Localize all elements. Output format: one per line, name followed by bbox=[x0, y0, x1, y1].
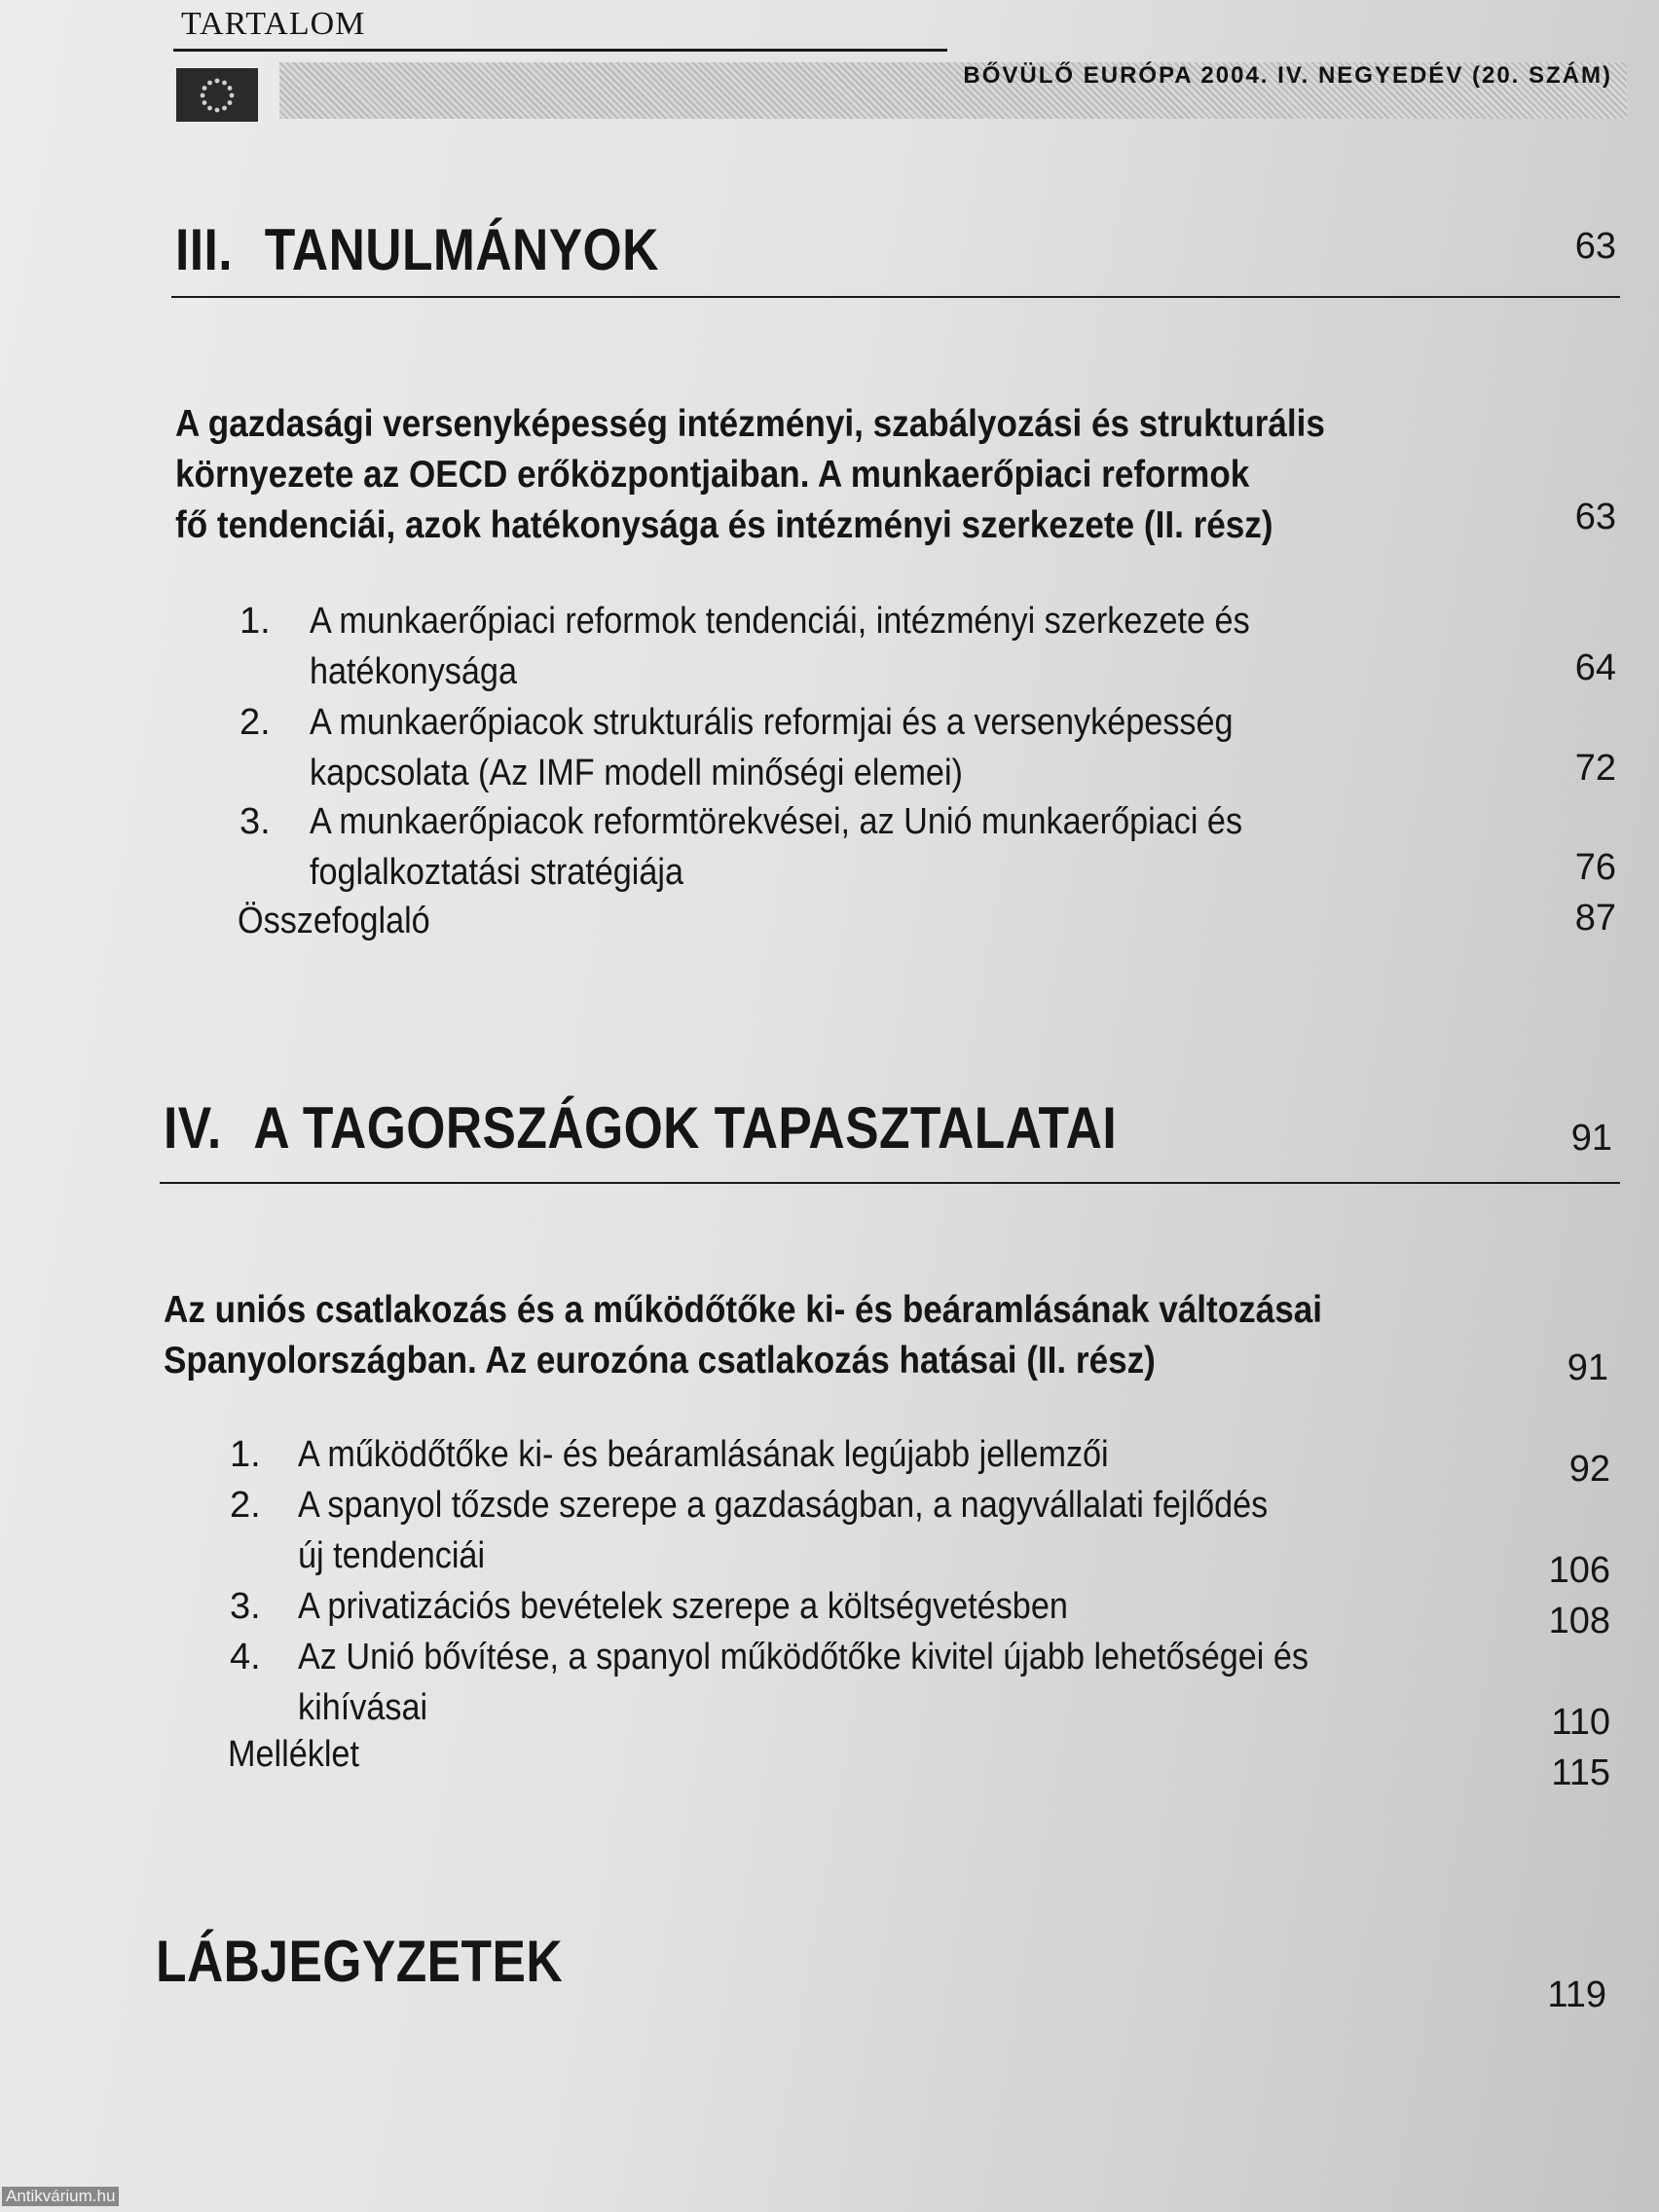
toc-item-number: 3. bbox=[240, 801, 271, 842]
article-page-number: 63 bbox=[1574, 497, 1616, 537]
toc-item-line: A spanyol tőzsde szerepe a gazdaságban, a nagyvállalati fejlődés bbox=[298, 1485, 1269, 1526]
toc-item-page: 92 bbox=[1568, 1449, 1610, 1490]
running-header-title: TARTALOM bbox=[181, 6, 366, 42]
toc-summary-label: Melléklet bbox=[228, 1734, 359, 1775]
section-heading-iii bbox=[175, 216, 659, 283]
article-title-line: fő tendenciái, azok hatékonysága és intézményi szerkezete (II. rész) bbox=[175, 504, 1273, 546]
toc-item-number: 4. bbox=[230, 1637, 261, 1677]
toc-item-line: A munkaerőpiacok reformtörekvései, az Unió munkaerőpiaci és bbox=[310, 801, 1243, 842]
issue-label: BŐVÜLŐ EURÓPA 2004. IV. NEGYEDÉV (20. SZÁM) bbox=[963, 62, 1612, 89]
toc-item-line: új tendenciái bbox=[298, 1535, 486, 1576]
section-title: TANULMÁNYOK bbox=[264, 217, 659, 282]
toc-item-text bbox=[310, 697, 1234, 798]
toc-item-number: 1. bbox=[230, 1434, 261, 1475]
section-number: IV. bbox=[164, 1095, 222, 1161]
section-title: A TAGORSZÁGOK TAPASZTALATAI bbox=[253, 1095, 1118, 1161]
toc-item-page: 106 bbox=[1548, 1550, 1610, 1591]
section-page-number: 91 bbox=[1570, 1118, 1612, 1159]
toc-item-text bbox=[298, 1429, 1109, 1480]
toc-item-number: 2. bbox=[240, 702, 271, 743]
toc-item-page: 72 bbox=[1574, 748, 1616, 789]
toc-item-number: 3. bbox=[230, 1586, 261, 1627]
toc-item-text bbox=[310, 596, 1250, 697]
article-title bbox=[175, 399, 1325, 551]
toc-item-text bbox=[298, 1480, 1268, 1581]
section-rule bbox=[171, 296, 1620, 298]
toc-item-number: 1. bbox=[240, 601, 271, 642]
toc-summary-page: 87 bbox=[1574, 898, 1616, 939]
article-title-line: Spanyolországban. Az eurozóna csatlakozás hatásai (II. rész) bbox=[164, 1340, 1156, 1382]
toc-item-text bbox=[298, 1581, 1068, 1632]
toc-item-line: kihívásai bbox=[298, 1687, 428, 1728]
article-title-line: A gazdasági versenyképesség intézményi, szabályozási és strukturális bbox=[175, 403, 1325, 445]
article-title-line: Az uniós csatlakozás és a működőtőke ki- és beáramlásának változásai bbox=[164, 1289, 1323, 1331]
toc-item-text bbox=[310, 796, 1242, 898]
section-heading-footnotes bbox=[156, 1928, 563, 1995]
toc-item-page: 110 bbox=[1551, 1702, 1610, 1743]
toc-item-line: A privatizációs bevételek szerepe a költségvetésben bbox=[298, 1586, 1068, 1627]
article-page-number: 91 bbox=[1567, 1347, 1608, 1388]
toc-item-line: Az Unió bővítése, a spanyol működőtőke kivitel újabb lehetőségei és bbox=[298, 1637, 1309, 1677]
section-number: III. bbox=[175, 217, 234, 282]
toc-item-text bbox=[298, 1632, 1309, 1733]
section-page-number: 63 bbox=[1574, 226, 1616, 267]
section-page-number: 119 bbox=[1547, 1974, 1606, 2015]
watermark-label: Antikvárium.hu bbox=[2, 2187, 119, 2206]
toc-summary-label: Összefoglaló bbox=[238, 901, 430, 941]
section-heading-iv bbox=[164, 1094, 1117, 1161]
toc-item-line: A munkaerőpiaci reformok tendenciái, intézményi szerkezete és bbox=[310, 601, 1250, 642]
header-rule bbox=[173, 49, 947, 52]
toc-item-page: 64 bbox=[1574, 647, 1616, 688]
article-title-line: környezete az OECD erőközpontjaiban. A munkaerőpiaci reformok bbox=[175, 454, 1250, 496]
toc-summary-page: 115 bbox=[1551, 1752, 1610, 1793]
toc-item-page: 76 bbox=[1574, 847, 1616, 888]
section-title: LÁBJEGYZETEK bbox=[156, 1929, 564, 1994]
toc-item-page: 108 bbox=[1548, 1601, 1610, 1641]
toc-item-number: 2. bbox=[230, 1485, 261, 1526]
toc-item-line: A munkaerőpiacok strukturális reformjai és a versenyképesség bbox=[310, 702, 1234, 743]
toc-item-line: hatékonysága bbox=[310, 651, 517, 692]
eu-flag-icon bbox=[176, 68, 258, 122]
article-title bbox=[164, 1285, 1322, 1386]
toc-item-line: kapcsolata (Az IMF modell minőségi elemei) bbox=[310, 753, 963, 793]
section-rule bbox=[160, 1182, 1620, 1184]
toc-item-line: A működőtőke ki- és beáramlásának legújabb jellemzői bbox=[298, 1434, 1109, 1475]
toc-item-line: foglalkoztatási stratégiája bbox=[310, 852, 684, 893]
